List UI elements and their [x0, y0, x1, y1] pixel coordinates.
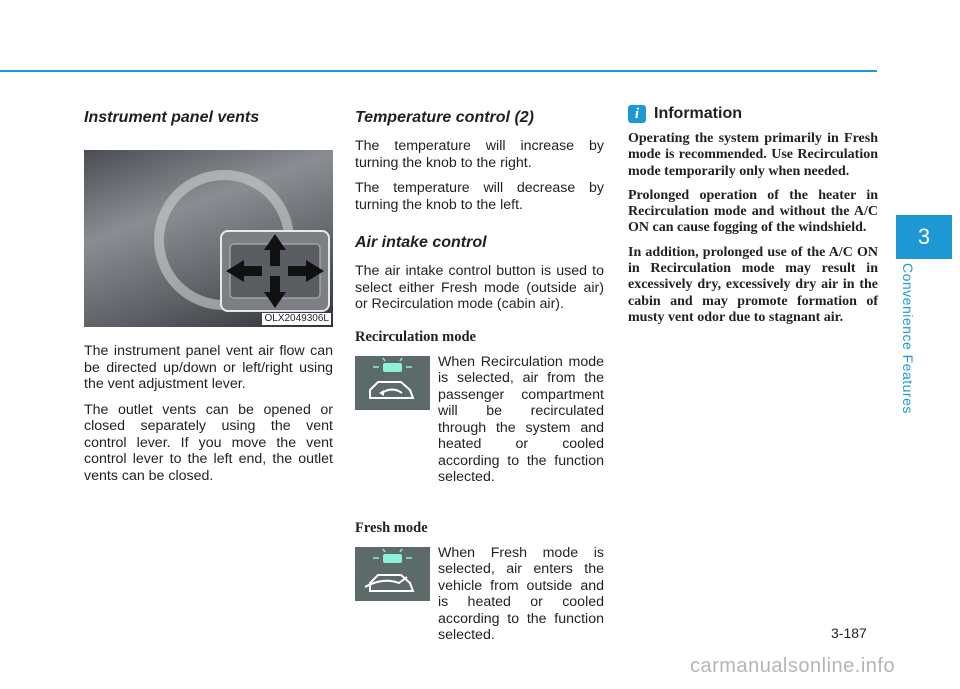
recirculation-mode-heading: Recirculation mode [355, 328, 476, 345]
column-information [628, 105, 878, 334]
vents-paragraph-2: The outlet vents can be opened or closed separately using the vent control lever. If you move the vent control lever to the left end, the outlet vents can be closed. [84, 401, 333, 484]
information-paragraph-3: In addition, prolonged use of the A/C ON in Recirculation mode may result in excessively dry, excessively dry air in the cabin and may promote formation of musty vent odor due to stagnant air. [628, 244, 878, 325]
recirculation-mode-block [355, 354, 604, 504]
temperature-paragraph-2: The temperature will decrease by turning the knob to the left. [355, 180, 604, 213]
information-paragraph-1: Operating the system primarily in Fresh mode is recommended. Use Recirculation mode temporarily only when needed. [628, 131, 878, 179]
section-heading-air-intake: Air intake control [355, 234, 487, 251]
section-heading-temperature: Temperature control (2) [355, 109, 534, 126]
fresh-mode-text: When Fresh mode is selected, air enters the vehicle from outside and is heated or cooled according to the function selected. [438, 544, 604, 643]
photo-caption: OLX2049306L [264, 313, 329, 324]
information-paragraph-2: Prolonged operation of the heater in Recirculation mode and without the A/C ON can cause fogging of the windshield. [628, 187, 878, 236]
information-title: Information [654, 105, 742, 122]
recirculation-button-icon [355, 356, 430, 410]
vent-photo [84, 150, 333, 327]
section-heading-vents: Instrument panel vents [84, 109, 260, 126]
fresh-mode-block [355, 545, 604, 657]
air-intake-paragraph: The air intake control button is used to select either Fresh mode (outside air) or Recirculation mode (cabin air). [355, 263, 604, 312]
fresh-mode-heading: Fresh mode [355, 519, 428, 536]
info-icon: i [628, 105, 646, 123]
page-number: 3-187 [831, 625, 867, 641]
vent-inset [220, 230, 330, 312]
column-vents [84, 108, 333, 493]
column-controls [355, 108, 604, 657]
fresh-air-button-icon [355, 547, 430, 601]
recirculation-mode-text: When Recirculation mode is selected, air from the passenger compartment will be recirculated through the system and heated or cooled according to the function selected. [438, 353, 604, 485]
header-rule [0, 70, 877, 72]
chapter-number: 3 [917, 224, 931, 249]
chapter-side-label [888, 263, 924, 414]
information-header [628, 105, 878, 123]
vents-paragraph-1: The instrument panel vent air flow can be directed up/down or left/right using the vent adjustment lever. [84, 343, 333, 392]
watermark-link[interactable]: carmanualsonline.info [690, 655, 896, 677]
chapter-tab[interactable] [896, 215, 952, 259]
direction-arrows-icon [222, 232, 328, 310]
temperature-paragraph-1: The temperature will increase by turning the knob to the right. [355, 138, 604, 171]
chapter-title: Convenience Features [900, 263, 916, 414]
